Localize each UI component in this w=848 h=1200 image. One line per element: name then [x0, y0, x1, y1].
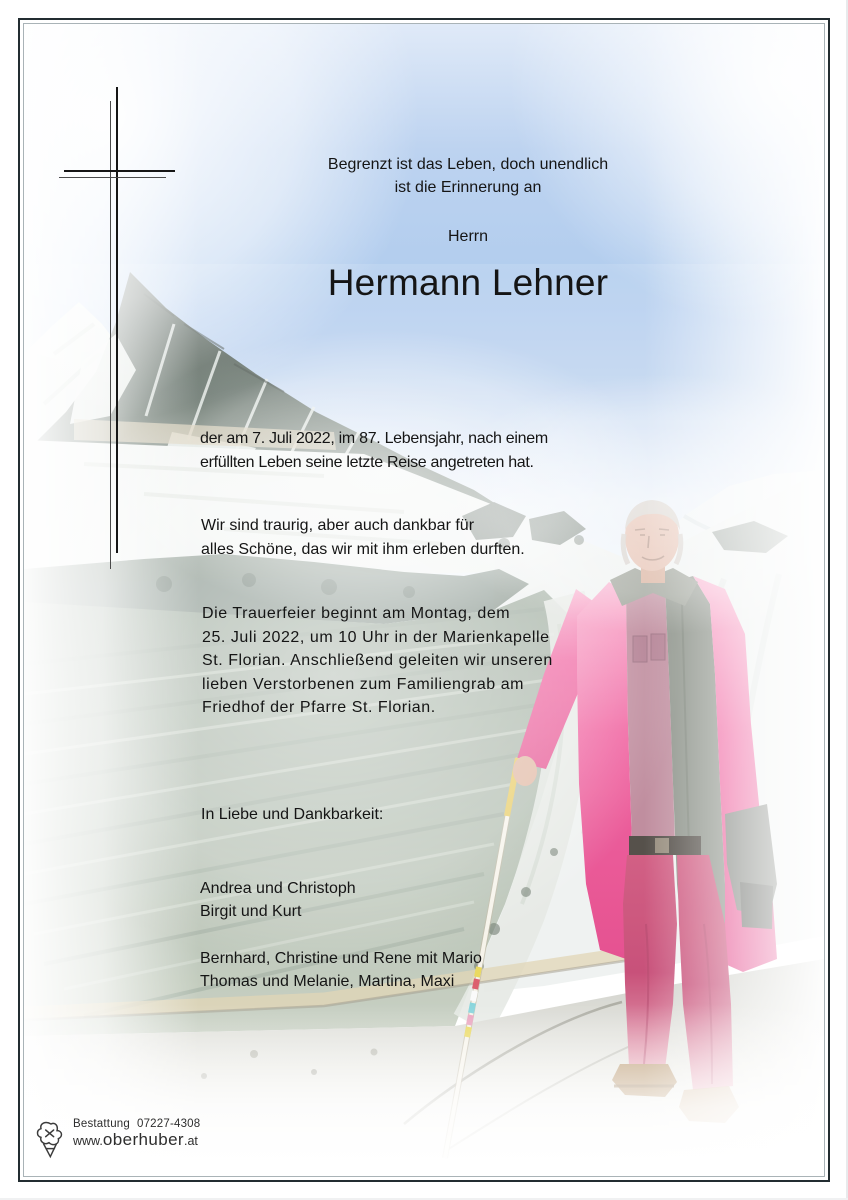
- family-group-1: [200, 877, 356, 923]
- death-notice: [200, 427, 548, 475]
- gratitude-verse: [201, 514, 525, 562]
- intro-line-2: ist die Erinnerung an: [394, 179, 542, 196]
- gratitude-line-1: Wir sind traurig, aber auch dankbar für: [201, 517, 475, 534]
- family-group-2: [200, 947, 482, 993]
- death-notice-line-1: der am 7. Juli 2022, im 87. Lebensjahr, nach einem: [200, 430, 548, 447]
- deceased-name: Hermann Lehner: [327, 262, 609, 303]
- ceremony-line-2: 25. Juli 2022, um 10 Uhr in der Marienkapelle: [202, 628, 550, 646]
- ceremony-line-5: Friedhof der Pfarre St. Florian.: [202, 699, 436, 716]
- ceremony-line-4: lieben Verstorbenen zum Familiengrab am: [202, 675, 525, 693]
- funeral-home-line: [73, 1118, 200, 1130]
- gratitude-line-2: alles Schöne, das wir mit ihm erleben durften.: [201, 541, 525, 558]
- website-prefix: www.: [73, 1134, 103, 1148]
- ceremony-details: [202, 602, 553, 720]
- website-suffix: .at: [183, 1134, 198, 1148]
- salutation: Herrn: [447, 228, 488, 245]
- funeral-home-text: [73, 1118, 200, 1150]
- family-line: Thomas und Melanie, Martina, Maxi: [200, 973, 455, 990]
- funeral-home-name: Bestattung: [73, 1118, 130, 1130]
- ceremony-line-1: Die Trauerfeier beginnt am Montag, dem: [202, 605, 511, 622]
- family-line: Andrea und Christoph: [200, 880, 356, 897]
- family-line: Birgit und Kurt: [200, 903, 302, 920]
- website-name: oberhuber: [102, 1130, 184, 1149]
- family-line: Bernhard, Christine und Rene mit Mario: [200, 950, 482, 967]
- death-notice-line-2: erfüllten Leben seine letzte Reise angetreten hat.: [200, 454, 534, 471]
- funeral-home-emblem-icon: [33, 1120, 69, 1160]
- closing-line: In Liebe und Dankbarkeit:: [201, 806, 384, 823]
- ceremony-line-3: St. Florian. Anschließend geleiten wir unseren: [202, 652, 553, 669]
- intro-line-1: Begrenzt ist das Leben, doch unendlich: [327, 156, 609, 173]
- intro-verse: [240, 153, 696, 199]
- funeral-home-phone: 07227-4308: [136, 1118, 201, 1130]
- funeral-home-logo: [33, 1118, 200, 1160]
- funeral-home-website: [73, 1130, 200, 1150]
